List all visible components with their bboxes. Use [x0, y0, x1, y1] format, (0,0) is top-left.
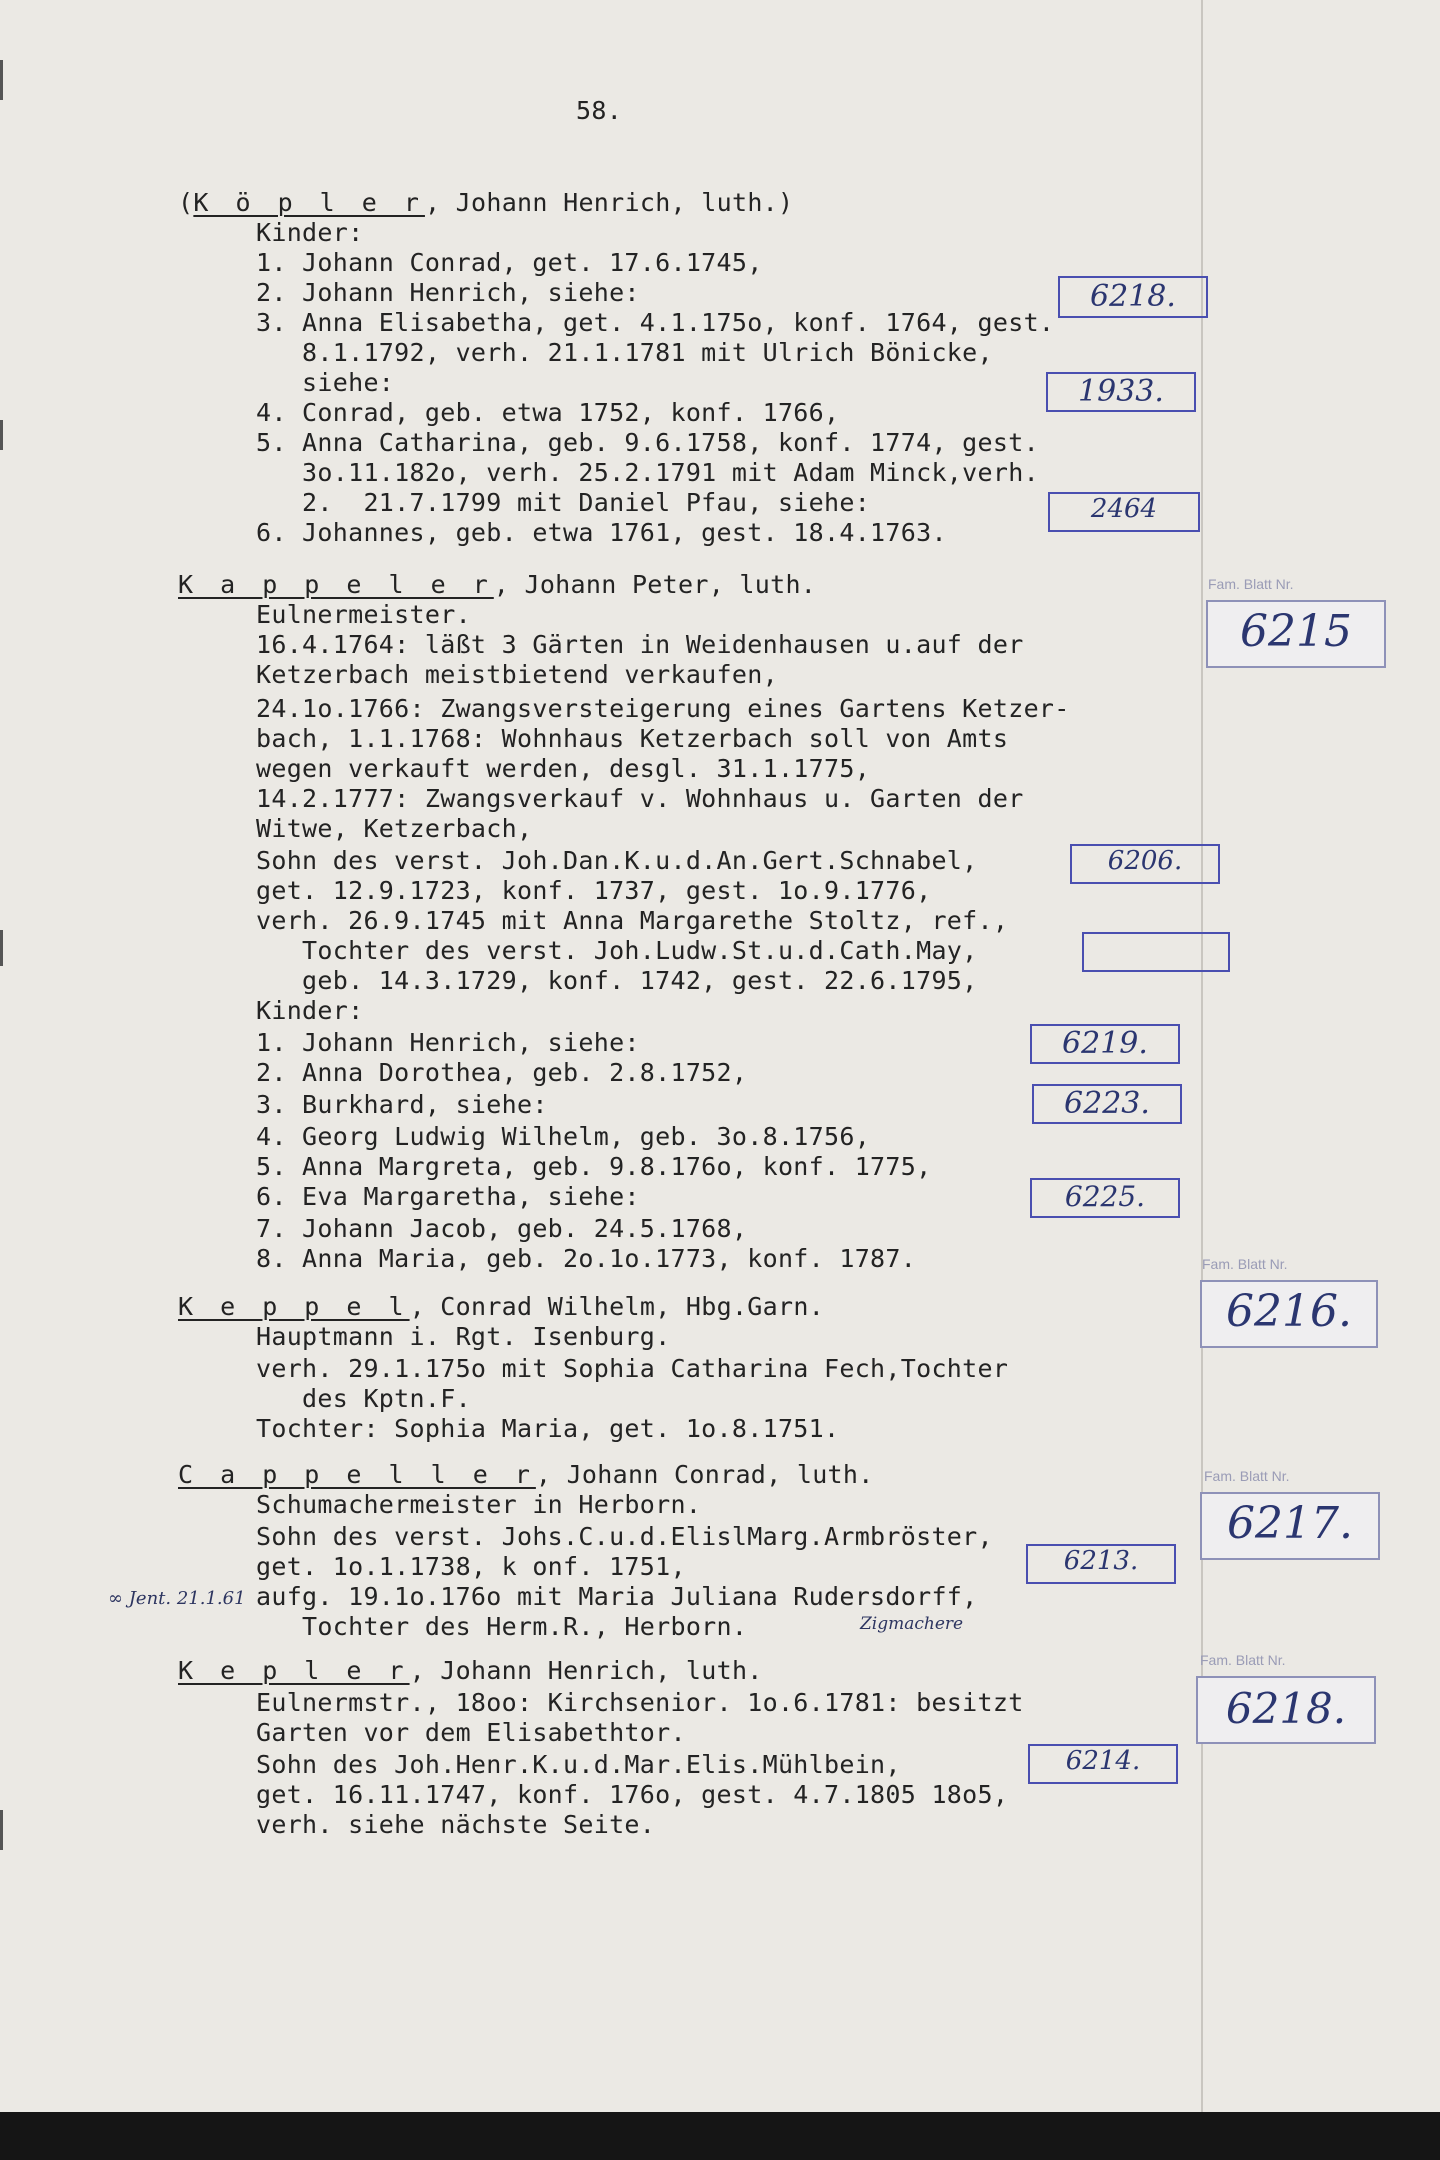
page-edge-mark	[0, 60, 3, 100]
child-line: 1. Johann Henrich, siehe:	[256, 1028, 640, 1057]
entry-heading-koepler	[178, 188, 793, 218]
entry-line: get. 1o.1.1738, k onf. 1751,	[256, 1552, 686, 1581]
entry-line: Eulnermeister.	[256, 600, 471, 629]
entry-line: Sohn des Joh.Henr.K.u.d.Mar.Elis.Mühlbein,	[256, 1750, 901, 1779]
entry-line: Hauptmann i. Rgt. Isenburg.	[256, 1322, 671, 1351]
entry-line: aufg. 19.1o.176o mit Maria Juliana Rudersdorff,	[256, 1582, 978, 1611]
fam-blatt-label: Fam. Blatt Nr.	[1200, 1652, 1286, 1668]
reference-number: 6223.	[1064, 1086, 1150, 1121]
child-line: 4. Conrad, geb. etwa 1752, konf. 1766,	[256, 398, 840, 427]
reference-number: 6213.	[1063, 1546, 1139, 1576]
child-line: 8.1.1792, verh. 21.1.1781 mit Ulrich Bönicke,	[256, 338, 993, 367]
page-edge-mark	[0, 1810, 3, 1850]
entry-line: 14.2.1777: Zwangsverkauf v. Wohnhaus u. Garten der	[256, 784, 1024, 813]
reference-number: 6214.	[1065, 1746, 1141, 1776]
entry-line: Tochter des verst. Joh.Ludw.St.u.d.Cath.May,	[256, 936, 978, 965]
margin-note: ∞ Jent. 21.1.61	[108, 1588, 246, 1609]
child-line: 2. Johann Henrich, siehe:	[256, 278, 640, 307]
entry-heading-kappeler	[178, 570, 816, 600]
entry-line: 16.4.1764: läßt 3 Gärten in Weidenhausen u.auf der	[256, 630, 1024, 659]
entry-line: verh. 29.1.175o mit Sophia Catharina Fech,Tochter	[256, 1354, 1009, 1383]
entry-line: verh. 26.9.1745 mit Anna Margarethe Stoltz, ref.,	[256, 906, 1009, 935]
open-paren: (	[178, 188, 194, 217]
surname: K a p p e l e r	[178, 570, 494, 599]
fam-blatt-label: Fam. Blatt Nr.	[1202, 1256, 1288, 1272]
family-card-number: 6215	[1240, 606, 1352, 657]
entry-line: Ketzerbach meistbietend verkaufen,	[256, 660, 778, 689]
entry-heading-kepler	[178, 1656, 763, 1686]
entry-line: Tochter des Herm.R., Herborn.	[256, 1612, 748, 1641]
surname: K ö p l e r	[193, 188, 425, 217]
child-line: 6. Eva Margaretha, siehe:	[256, 1182, 640, 1211]
child-line: 5. Anna Catharina, geb. 9.6.1758, konf. 1774, gest.	[256, 428, 1039, 457]
child-line: 6. Johannes, geb. etwa 1761, gest. 18.4.1763.	[256, 518, 947, 547]
reference-number: 6225.	[1064, 1180, 1146, 1213]
reference-number: 6218.	[1090, 279, 1176, 314]
entry-line: wegen verkauft werden, desgl. 31.1.1775,	[256, 754, 871, 783]
entry-line: get. 12.9.1723, konf. 1737, gest. 1o.9.1776,	[256, 876, 932, 905]
page-edge-mark	[0, 930, 3, 966]
entry-line: Sohn des verst. Johs.C.u.d.ElislMarg.Armbröster,	[256, 1522, 993, 1551]
entry-line: Schumachermeister in Herborn.	[256, 1490, 702, 1519]
surname: C a p p e l l e r	[178, 1460, 536, 1489]
reference-number: 1933.	[1078, 374, 1164, 409]
given-names: , Johann Henrich, luth.)	[424, 188, 794, 217]
entry-line: Witwe, Ketzerbach,	[256, 814, 533, 843]
child-line: 7. Johann Jacob, geb. 24.5.1768,	[256, 1214, 748, 1243]
child-line: 4. Georg Ludwig Wilhelm, geb. 3o.8.1756,	[256, 1122, 871, 1151]
child-line: 2. Anna Dorothea, geb. 2.8.1752,	[256, 1058, 748, 1087]
child-line: siehe:	[256, 368, 395, 397]
child-line: 2. 21.7.1799 mit Daniel Pfau, siehe:	[256, 488, 871, 517]
entry-line: 24.1o.1766: Zwangsversteigerung eines Gartens Ketzer-	[256, 694, 1070, 723]
entry-line: Garten vor dem Elisabethtor.	[256, 1718, 686, 1747]
surname: K e p l e r	[178, 1656, 410, 1685]
kinder-label: Kinder:	[256, 218, 364, 247]
child-line: 3o.11.182o, verh. 25.2.1791 mit Adam Minck,verh.	[256, 458, 1039, 487]
entry-line: Sohn des verst. Joh.Dan.K.u.d.An.Gert.Schnabel,	[256, 846, 978, 875]
entry-line: get. 16.11.1747, konf. 176o, gest. 4.7.1805 18o5,	[256, 1780, 1009, 1809]
kinder-label: Kinder:	[256, 996, 364, 1025]
child-line: 5. Anna Margreta, geb. 9.8.176o, konf. 1775,	[256, 1152, 932, 1181]
entry-line: des Kptn.F.	[256, 1384, 471, 1413]
given-names: , Conrad Wilhelm, Hbg.Garn.	[409, 1292, 825, 1321]
given-names: , Johann Henrich, luth.	[409, 1656, 763, 1685]
entry-heading-cappeller	[178, 1460, 874, 1490]
given-names: , Johann Conrad, luth.	[535, 1460, 874, 1489]
entry-line: bach, 1.1.1768: Wohnhaus Ketzerbach soll von Amts	[256, 724, 1009, 753]
entry-line: Tochter: Sophia Maria, get. 1o.8.1751.	[256, 1414, 840, 1443]
page-edge-mark	[0, 420, 3, 450]
child-line: 3. Burkhard, siehe:	[256, 1090, 548, 1119]
child-line: 1. Johann Conrad, get. 17.6.1745,	[256, 248, 763, 277]
reference-number: 6206.	[1107, 846, 1183, 876]
entry-line: verh. siehe nächste Seite.	[256, 1810, 656, 1839]
entry-heading-keppel	[178, 1292, 824, 1322]
reference-number: 2464	[1090, 494, 1158, 524]
handwritten-note: Zigmachere	[860, 1614, 964, 1634]
entry-line: geb. 14.3.1729, konf. 1742, gest. 22.6.1795,	[256, 966, 978, 995]
reference-box-empty	[1082, 932, 1230, 972]
entry-line: Eulnermstr., 18oo: Kirchsenior. 1o.6.1781: besitzt	[256, 1688, 1024, 1717]
page-number: 58.	[576, 96, 623, 125]
surname: K e p p e l	[178, 1292, 410, 1321]
family-card-number: 6218.	[1225, 1684, 1347, 1733]
scan-bottom-border	[0, 2112, 1440, 2160]
child-line: 8. Anna Maria, geb. 2o.1o.1773, konf. 1787.	[256, 1244, 917, 1273]
family-card-number: 6217.	[1227, 1498, 1353, 1549]
child-line: 3. Anna Elisabetha, get. 4.1.175o, konf. 1764, gest.	[256, 308, 1055, 337]
fam-blatt-label: Fam. Blatt Nr.	[1208, 576, 1294, 592]
reference-number: 6219.	[1062, 1026, 1148, 1061]
given-names: , Johann Peter, luth.	[493, 570, 817, 599]
fam-blatt-label: Fam. Blatt Nr.	[1204, 1468, 1290, 1484]
family-card-number: 6216.	[1226, 1286, 1352, 1337]
